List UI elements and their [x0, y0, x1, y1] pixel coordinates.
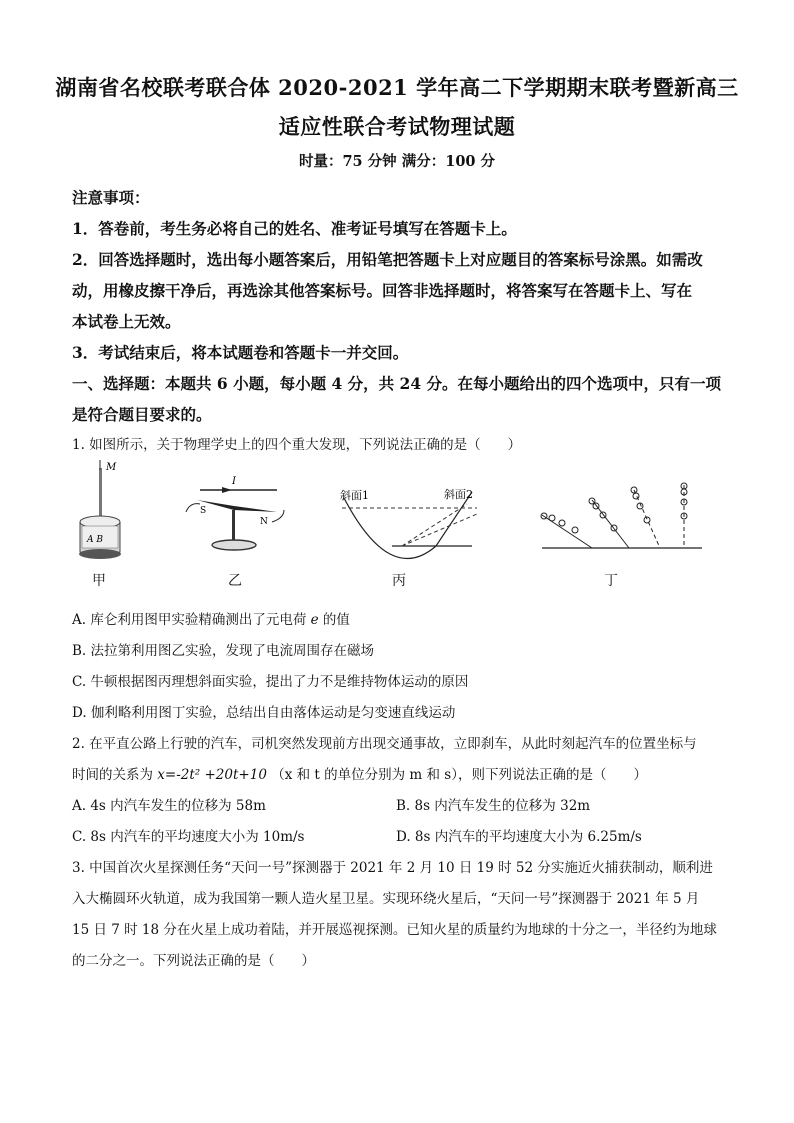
q1-option-a-tail: 的值 [318, 612, 350, 628]
q1-option-a [72, 608, 350, 628]
caption-ding: 丁 [604, 573, 618, 589]
q3-line4: 的二分之一。下列说法正确的是（ ） [72, 953, 315, 969]
label-ab: A B [87, 535, 103, 545]
q1-option-a-text: A. 库仑利用图甲实验精确测出了元电荷 [72, 612, 307, 628]
q2-option-a: A. 4s 内汽车发生的位移为 58m [72, 798, 266, 814]
label-current: I [232, 476, 236, 487]
notice-heading: 注意事项： [72, 188, 150, 207]
exam-title-line2: 适应性联合考试物理试题 [278, 114, 516, 139]
q2-stem-line2 [72, 763, 647, 783]
caption-jia: 甲 [92, 573, 106, 589]
free-fall-figure [541, 483, 702, 548]
q2-stem-line1: 2. 在平直公路上行驶的汽车，司机突然发现前方出现交通事故，立即刹车，从此时刻起汽车的位置坐标与 [72, 736, 697, 752]
notice-item-2-line2: 动，用橡皮擦干净后，再选涂其他答案标号。回答非选择题时，将答案写在答题卡上、写在 [72, 281, 693, 300]
incline-figure [340, 487, 477, 559]
torsion-balance-figure [79, 460, 121, 559]
exam-title-line1: 湖南省名校联考联合体 2020-2021 学年高二下学期期末联考暨新高三 [55, 75, 739, 100]
notice-item-2-line1: 2．回答选择题时，选出每小题答案后，用铅笔把答题卡上对应题目的答案标号涂黑。如需改 [72, 250, 703, 269]
exam-duration-score: 时量：75 分钟 满分：100 分 [298, 153, 496, 170]
q1-stem: 1. 如图所示，关于物理学史上的四个重大发现，下列说法正确的是（ ） [72, 437, 522, 453]
label-m: M [106, 462, 117, 473]
q1-option-a-var: e [310, 612, 319, 628]
q2-option-d: D. 8s 内汽车的平均速度大小为 6.25m/s [396, 829, 642, 845]
notice-item-3: 3．考试结束后，将本试题卷和答题卡一并交回。 [72, 343, 409, 362]
section-heading-line2: 是符合题目要求的。 [72, 405, 212, 424]
q1-option-b: B. 法拉第利用图乙实验，发现了电流周围存在磁场 [72, 643, 375, 659]
q3-line2: 入大椭圆环火轨道，成为我国第一颗人造火星卫星。实现环绕火星后，“天问一号”探测器于 2021 年 5 月 [72, 891, 700, 907]
label-north: N [260, 517, 268, 527]
q3-line3: 15 日 7 时 18 分在火星上成功着陆，并开展巡视探测。已知火星的质量约为地球的十分之一，半径约为地球 [72, 922, 717, 938]
q2-stem-line2-a: 时间的关系为 [72, 767, 158, 783]
caption-bing: 丙 [392, 573, 406, 589]
q3-line1: 3. 中国首次火星探测任务“天问一号”探测器于 2021 年 2 月 10 日 19 时 52 分实施近火捕获制动，顺利进 [72, 860, 713, 876]
label-incline-1: 斜面1 [340, 489, 369, 502]
q1-option-d: D. 伽利略利用图丁实验，总结出自由落体运动是匀变速直线运动 [72, 705, 456, 721]
section-heading-line1: 一、选择题：本题共 6 小题，每小题 4 分，共 24 分。在每小题给出的四个选项中，只有一项 [72, 374, 722, 393]
notice-item-2-line3: 本试卷上无效。 [72, 312, 181, 331]
notice-item-1: 1．答卷前，考生务必将自己的姓名、准考证号填写在答题卡上。 [72, 219, 517, 238]
label-incline-2: 斜面2 [444, 488, 473, 501]
q2-stem-line2-b: （x 和 t 的单位分别为 m 和 s），则下列说法正确的是（ ） [266, 767, 647, 783]
q1-option-c: C. 牛顿根据图丙理想斜面实验，提出了力不是维持物体运动的原因 [72, 674, 469, 690]
label-south: S [200, 506, 207, 516]
q2-option-b: B. 8s 内汽车发生的位移为 32m [396, 798, 591, 814]
oersted-figure [186, 476, 284, 550]
caption-yi: 乙 [228, 573, 242, 589]
q2-formula: x=-2t² +20t+10 [157, 767, 267, 783]
q2-option-c: C. 8s 内汽车的平均速度大小为 10m/s [72, 829, 305, 845]
